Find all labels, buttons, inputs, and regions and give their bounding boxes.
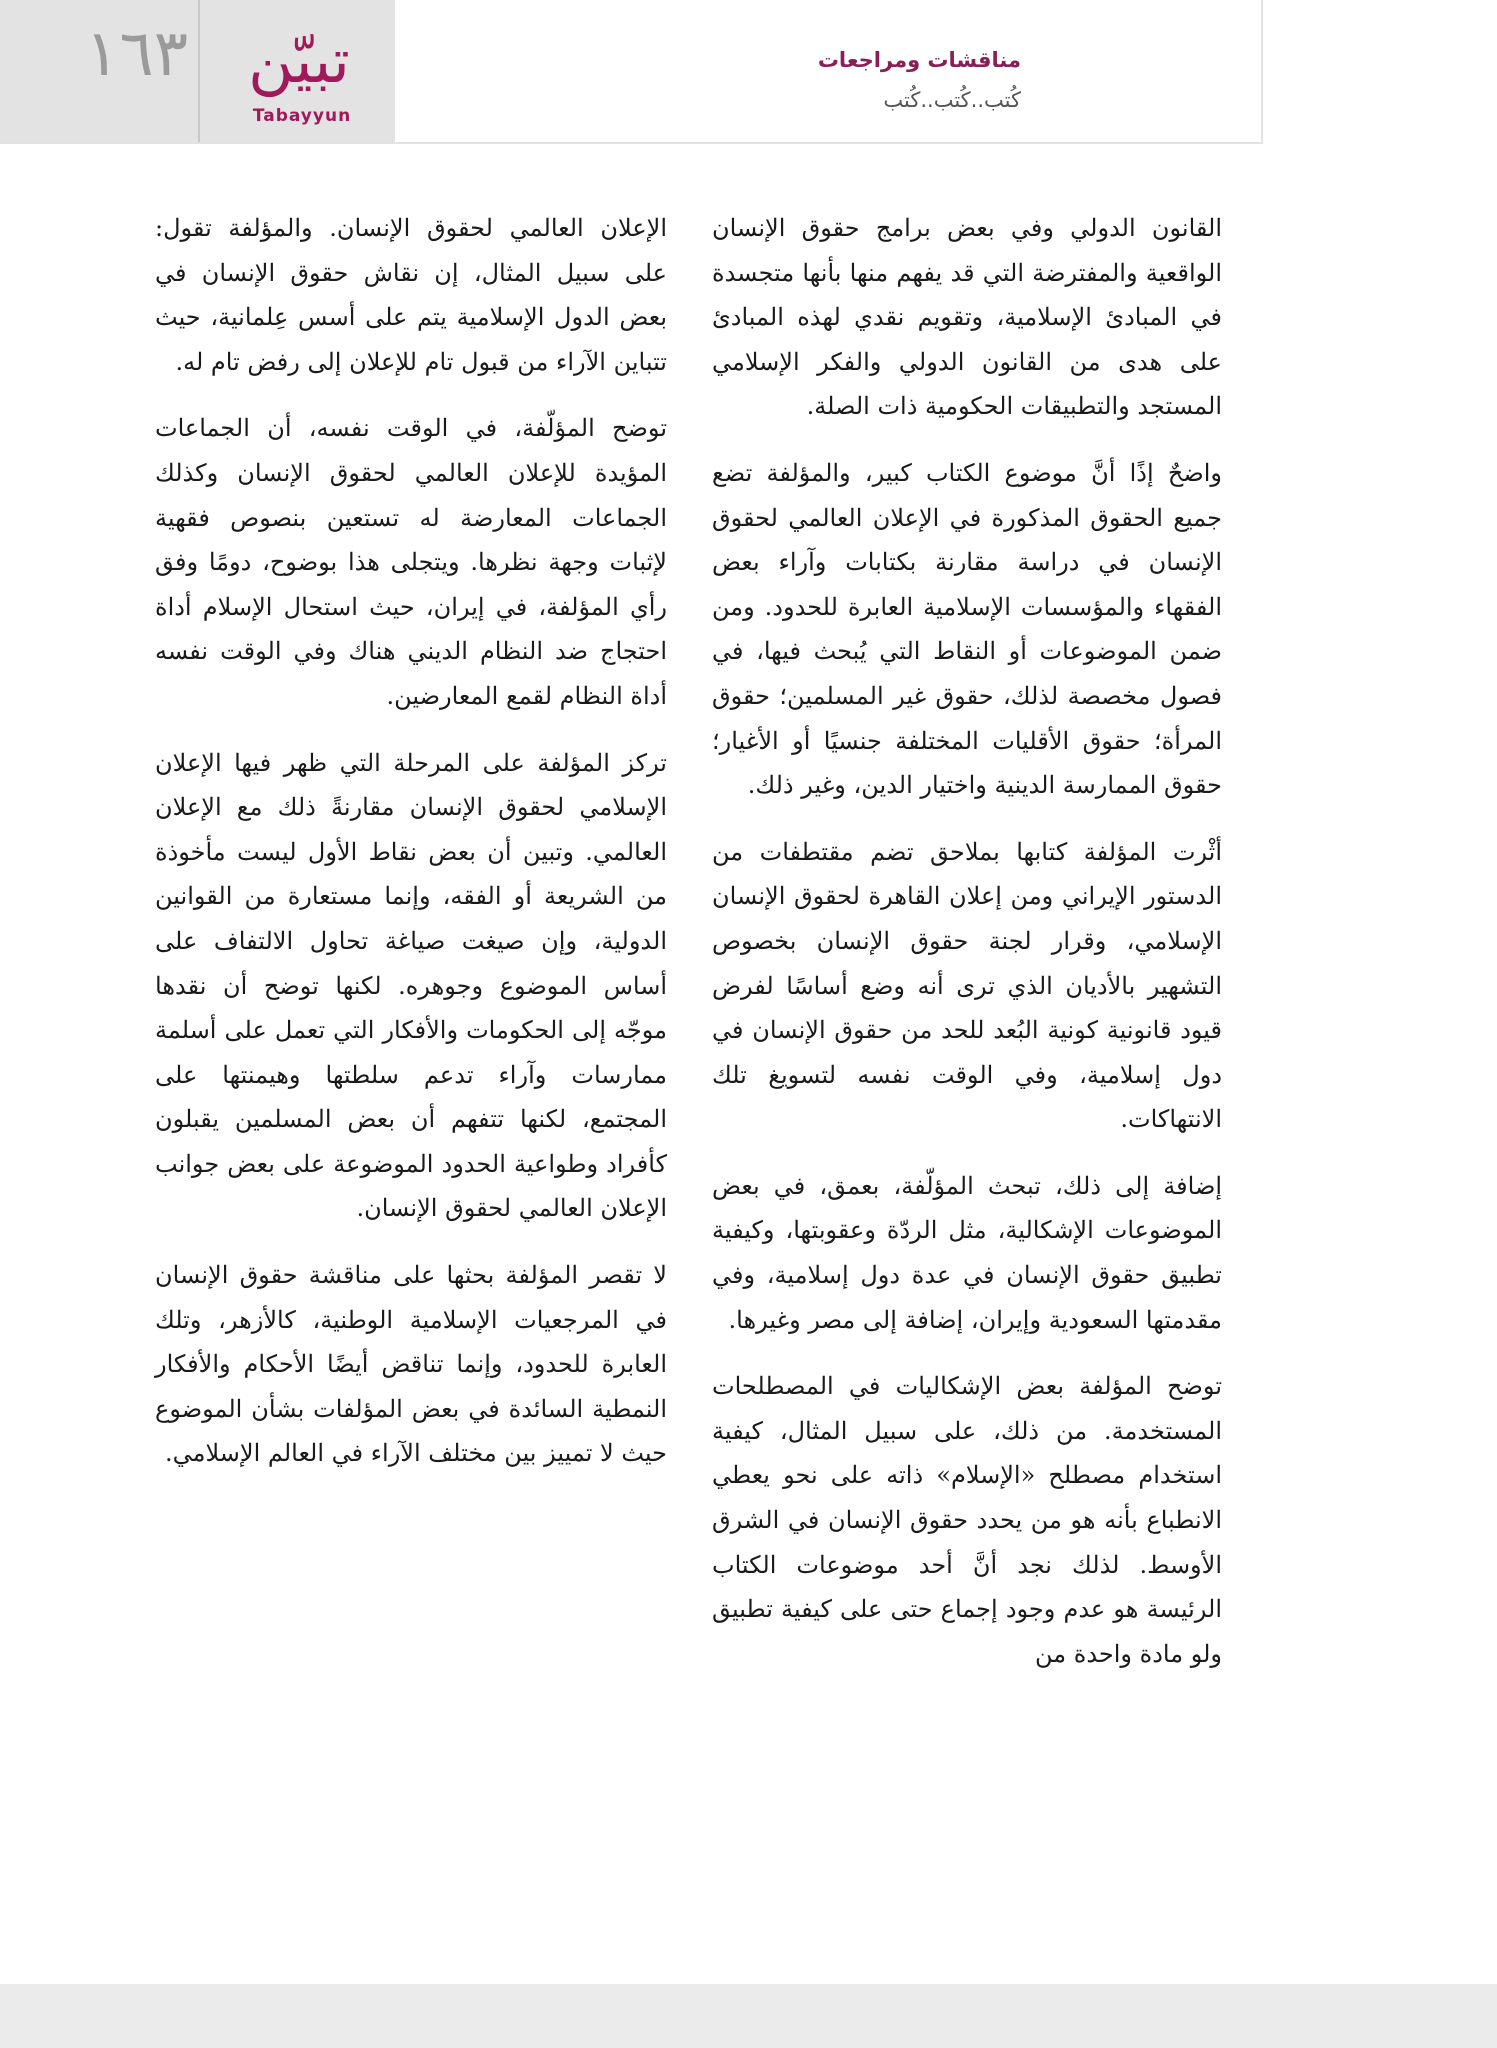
paragraph: الإعلان العالمي لحقوق الإنسان. والمؤلفة تقول: على سبيل المثال، إن نقاش حقوق الإنسان في بعض الدول الإسلامية يتم على أسس عِلمانية، حيث تتباين الآراء من قبول تام للإعلان إلى رفض تام له.: [155, 214, 667, 376]
paragraph: توضح المؤلفة بعض الإشكاليات في المصطلحات المستخدمة. من ذلك، على سبيل المثال، كيفية استخدام مصطلح «الإسلام» ذاته على نحو يعطي الانطباع بأنه هو من يحدد حقوق الإنسان في الشرق الأوسط. لذلك نجد أنَّ أحد موضوعات الكتاب الرئيسة هو عدم وجود إجماع حتى على كيفية تطبيق ولو مادة واحدة من: [712, 1372, 1222, 1668]
page-header: [0, 0, 1263, 144]
header-divider: [198, 0, 200, 142]
section-title: مناقشات ومراجعات: [817, 48, 1021, 72]
paragraph: لا تقصر المؤلفة بحثها على مناقشة حقوق الإنسان في المرجعيات الإسلامية الوطنية، كالأزهر، وتلك العابرة للحدود، وإنما تناقض أيضًا الأحكام والأفكار النمطية السائدة في بعض المؤلفات بشأن الموضوع حيث لا تمييز بين مختلف الآراء في العالم الإسلامي.: [155, 1261, 667, 1468]
text-column-right: [712, 206, 1222, 1698]
page-number-box: [0, 0, 395, 142]
paragraph: أثْرت المؤلفة كتابها بملاحق تضم مقتطفات من الدستور الإيراني ومن إعلان القاهرة لحقوق الإنسان الإسلامي، وقرار لجنة حقوق الإنسان بخصوص التشهير بالأديان الذي ترى أنه وضع أساسًا لفرض قيود قانونية كونية البُعد للحد من حقوق الإنسان في دول إسلامية، وفي الوقت نفسه لتسويغ تلك الانتهاكات.: [712, 837, 1222, 1134]
paragraph: القانون الدولي وفي بعض برامج حقوق الإنسان الواقعية والمفترضة التي قد يفهم منها بأنها متجسدة في المبادئ الإسلامية، وتقويم نقدي لهذه المبادئ على هدى من القانون الدولي والفكر الإسلامي المستجد والتطبيقات الحكومية ذات الصلة.: [712, 214, 1222, 421]
text-column-left: [155, 206, 667, 1498]
section-subtitle: كُتب..كُتب..كُتب: [883, 88, 1021, 112]
logo-arabic-text: تبيّن: [248, 24, 350, 97]
tabayyun-logo: [214, 24, 384, 130]
logo-latin-text: Tabayyun: [252, 106, 352, 126]
paragraph: توضح المؤلّفة، في الوقت نفسه، أن الجماعات المؤيدة للإعلان العالمي لحقوق الإنسان وكذلك الجماعات المعارضة له تستعين بنصوص فقهية لإثبات وجهة نظرها. ويتجلى هذا بوضوح، دومًا وفق رأي المؤلفة، في إيران، حيث استحال الإسلام أداة احتجاج ضد النظام الديني هناك وفي الوقت نفسه أداة النظام لقمع المعارضين.: [155, 414, 667, 710]
page-number: ١٦٣: [85, 17, 189, 91]
footer-bar: [0, 1984, 1497, 2048]
paragraph: إضافة إلى ذلك، تبحث المؤلّفة، بعمق، في بعض الموضوعات الإشكالية، مثل الردّة وعقوبتها، وكيفية تطبيق حقوق الإنسان في عدة دول إسلامية، وفي مقدمتها السعودية وإيران، إضافة إلى مصر وغيرها.: [712, 1171, 1222, 1334]
paragraph: تركز المؤلفة على المرحلة التي ظهر فيها الإعلان الإسلامي لحقوق الإنسان مقارنةً ذلك مع الإعلان العالمي. وتبين أن بعض نقاط الأول ليست مأخوذة من الشريعة أو الفقه، وإنما مستعارة من القوانين الدولية، وإن صيغت صياغة تحاول الالتفاف على أساس الموضوع وجوهره. لكنها توضح أن نقدها موجّه إلى الحكومات والأفكار التي تعمل على أسلمة ممارسات وآراء تدعم سلطتها وهيمنتها على المجتمع، لكنها تتفهم أن بعض المسلمين يقبلون كأفراد وطواعية الحدود الموضوعة على بعض جوانب الإعلان العالمي لحقوق الإنسان.: [155, 748, 667, 1223]
paragraph: واضحٌ إذًا أنَّ موضوع الكتاب كبير، والمؤلفة تضع جميع الحقوق المذكورة في الإعلان العالمي لحقوق الإنسان في دراسة مقارنة بكتابات وآراء بعض الفقهاء والمؤسسات الإسلامية العابرة للحدود. ومن ضمن الموضوعات أو النقاط التي يُبحث فيها، في فصول مخصصة لذلك، حقوق غير المسلمين؛ حقوق المرأة؛ حقوق الأقليات المختلفة جنسيًا أو الأغيار؛ حقوق الممارسة الدينية واختيار الدين، وغير ذلك.: [712, 458, 1222, 800]
